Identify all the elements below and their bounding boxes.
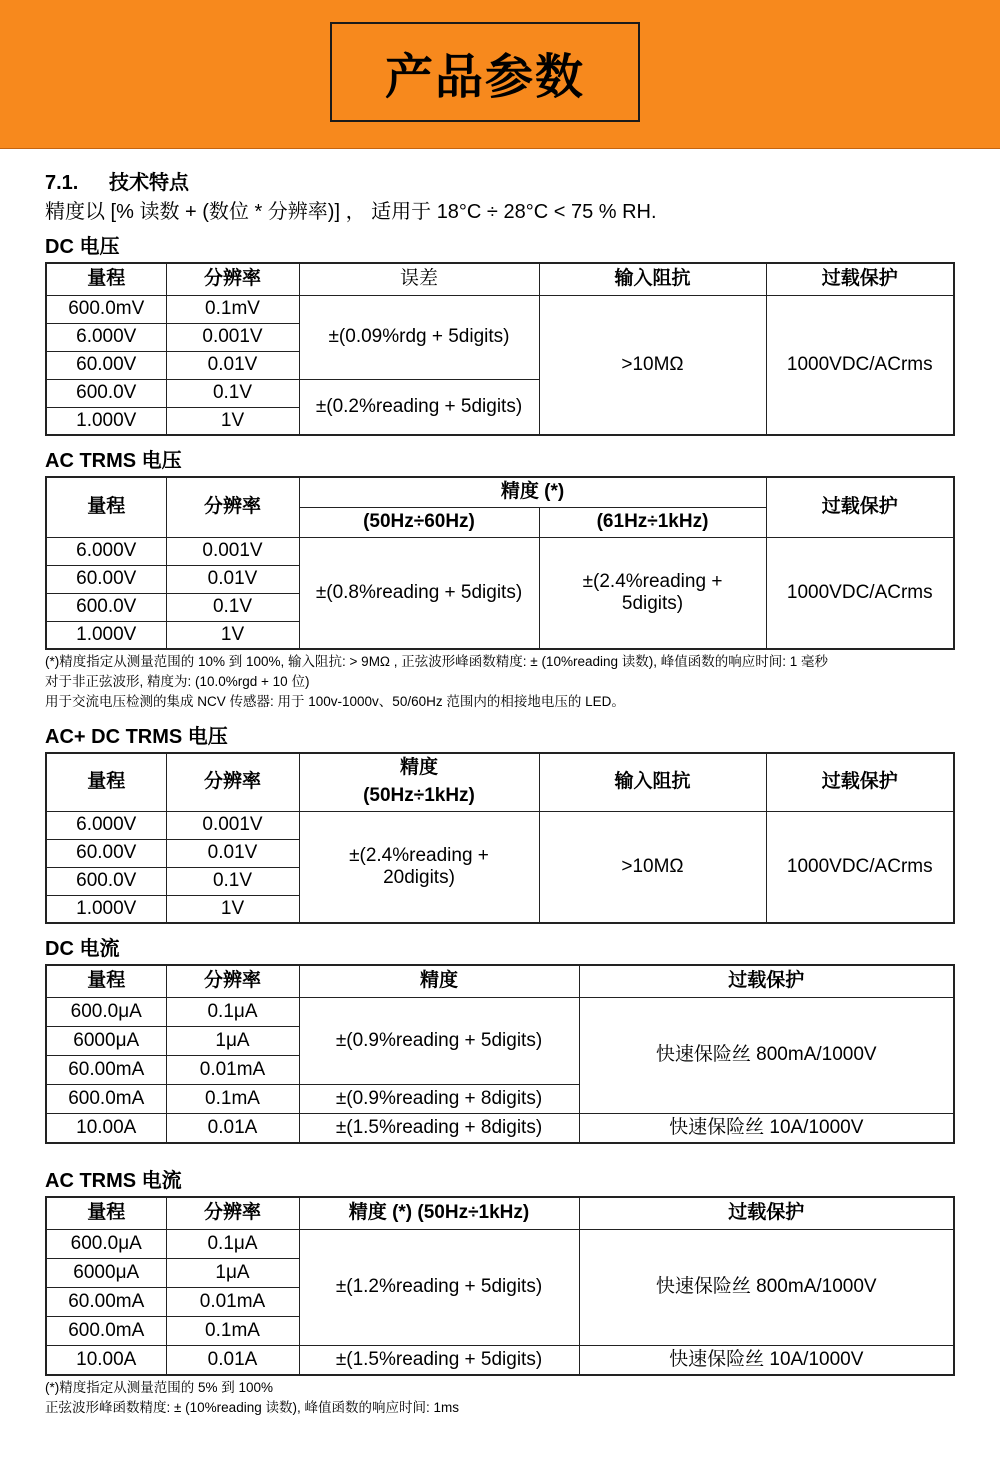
resolution-cell: 0.1μA bbox=[166, 997, 299, 1026]
range-cell: 6.000V bbox=[46, 811, 166, 839]
header-overload: 过载保护 bbox=[579, 1197, 954, 1229]
range-cell: 60.00mA bbox=[46, 1287, 166, 1316]
header-resolution: 分辨率 bbox=[166, 477, 299, 537]
range-cell: 600.0mA bbox=[46, 1084, 166, 1113]
resolution-cell: 0.1mA bbox=[166, 1316, 299, 1345]
header-band-50-1khz: (50Hz÷1kHz) bbox=[363, 785, 475, 807]
overload-cell: 快速保险丝 10A/1000V bbox=[579, 1345, 954, 1375]
header-range: 量程 bbox=[46, 965, 166, 997]
acdc-voltage-title: AC+ DC TRMS 电压 bbox=[45, 726, 228, 748]
header-band-50-60hz: (50Hz÷60Hz) bbox=[299, 507, 539, 537]
header-overload: 过载保护 bbox=[766, 263, 954, 295]
range-cell: 6000μA bbox=[46, 1258, 166, 1287]
resolution-cell: 0.1V bbox=[166, 867, 299, 895]
ac-voltage-table bbox=[45, 476, 955, 650]
table-row bbox=[46, 1345, 954, 1375]
header-overload: 过载保护 bbox=[766, 477, 954, 537]
resolution-cell: 0.01V bbox=[166, 839, 299, 867]
table-header-row bbox=[46, 1197, 954, 1229]
resolution-cell: 0.001V bbox=[166, 811, 299, 839]
header-input-impedance: 输入阻抗 bbox=[539, 753, 766, 811]
range-cell: 6.000V bbox=[46, 537, 166, 565]
header-resolution: 分辨率 bbox=[166, 1197, 299, 1229]
range-cell: 60.00mA bbox=[46, 1055, 166, 1084]
resolution-cell: 0.1mV bbox=[166, 295, 299, 323]
resolution-cell: 1V bbox=[166, 621, 299, 649]
section-title: 技术特点 bbox=[109, 172, 189, 194]
header-accuracy: 精度 bbox=[299, 965, 579, 997]
header-accuracy: 精度 (*) (50Hz÷1kHz) bbox=[299, 1197, 579, 1229]
ac-current-note-2: 正弦波形峰函数精度: ± (10%reading 读数), 峰值函数的响应时间: 1ms bbox=[45, 1400, 459, 1415]
impedance-cell: >10MΩ bbox=[539, 295, 766, 435]
header-accuracy-label: 精度 bbox=[399, 757, 438, 779]
range-cell: 1.000V bbox=[46, 407, 166, 435]
overload-cell: 快速保险丝 800mA/1000V bbox=[579, 997, 954, 1113]
resolution-cell: 0.01V bbox=[166, 565, 299, 593]
resolution-cell: 0.01A bbox=[166, 1113, 299, 1143]
resolution-cell: 0.01A bbox=[166, 1345, 299, 1375]
header-resolution: 分辨率 bbox=[166, 753, 299, 811]
header-range: 量程 bbox=[46, 753, 166, 811]
ac-voltage-note-1: (*)精度指定从测量范围的 10% 到 100%, 输入阻抗: > 9MΩ , 正弦波形峰函数精度: ± (10%reading 读数), 峰值函数的响应时间: 1 毫秒 bbox=[45, 654, 828, 669]
accuracy-cell: ±(1.2%reading + 5digits) bbox=[299, 1229, 579, 1345]
ac-current-title: AC TRMS 电流 bbox=[45, 1170, 182, 1192]
range-cell: 600.0μA bbox=[46, 997, 166, 1026]
range-cell: 1.000V bbox=[46, 621, 166, 649]
spec-content bbox=[45, 168, 955, 1418]
resolution-cell: 0.01mA bbox=[166, 1287, 299, 1316]
range-cell: 600.0V bbox=[46, 379, 166, 407]
table-row bbox=[46, 997, 954, 1026]
accuracy-cell: ±(2.4%reading + 5digits) bbox=[539, 537, 766, 649]
ac-current-table bbox=[45, 1196, 955, 1376]
ac-current-note-1: (*)精度指定从测量范围的 5% 到 100% bbox=[45, 1380, 274, 1395]
resolution-cell: 1V bbox=[166, 407, 299, 435]
table-header-row bbox=[46, 753, 954, 811]
accuracy-cell: ±(2.4%reading + 20digits) bbox=[299, 811, 539, 923]
header-resolution: 分辨率 bbox=[166, 965, 299, 997]
range-cell: 60.00V bbox=[46, 839, 166, 867]
table-header-row bbox=[46, 477, 954, 507]
range-cell: 600.0μA bbox=[46, 1229, 166, 1258]
table-header-row bbox=[46, 965, 954, 997]
range-cell: 600.0mA bbox=[46, 1316, 166, 1345]
resolution-cell: 0.1mA bbox=[166, 1084, 299, 1113]
resolution-cell: 1V bbox=[166, 895, 299, 923]
resolution-cell: 0.1V bbox=[166, 593, 299, 621]
overload-cell: 快速保险丝 10A/1000V bbox=[579, 1113, 954, 1143]
range-cell: 600.0V bbox=[46, 593, 166, 621]
accuracy-cell: ±(1.5%reading + 5digits) bbox=[299, 1345, 579, 1375]
header-range: 量程 bbox=[46, 1197, 166, 1229]
header-input-impedance: 输入阻抗 bbox=[539, 263, 766, 295]
accuracy-cell: ±(0.9%reading + 8digits) bbox=[299, 1084, 579, 1113]
range-cell: 6000μA bbox=[46, 1026, 166, 1055]
table-row bbox=[46, 1113, 954, 1143]
header-overload: 过载保护 bbox=[579, 965, 954, 997]
range-cell: 10.00A bbox=[46, 1113, 166, 1143]
accuracy-cell: ±(0.9%reading + 5digits) bbox=[299, 997, 579, 1084]
range-cell: 6.000V bbox=[46, 323, 166, 351]
header-resolution: 分辨率 bbox=[166, 263, 299, 295]
resolution-cell: 0.001V bbox=[166, 323, 299, 351]
dc-voltage-title: DC 电压 bbox=[45, 236, 120, 258]
header-overload: 过载保护 bbox=[766, 753, 954, 811]
dc-current-table bbox=[45, 964, 955, 1144]
header-range: 量程 bbox=[46, 477, 166, 537]
overload-cell: 快速保险丝 800mA/1000V bbox=[579, 1229, 954, 1345]
header-banner bbox=[0, 0, 1000, 149]
table-row bbox=[46, 537, 954, 565]
header-error: 误差 bbox=[299, 263, 539, 295]
overload-cell: 1000VDC/ACrms bbox=[766, 537, 954, 649]
range-cell: 60.00V bbox=[46, 351, 166, 379]
error-cell: ±(0.09%rdg + 5digits) bbox=[299, 295, 539, 379]
section-heading bbox=[45, 168, 955, 198]
ac-voltage-note-2: 对于非正弦波形, 精度为: (10.0%rgd + 10 位) bbox=[45, 674, 310, 689]
range-cell: 600.0mV bbox=[46, 295, 166, 323]
range-cell: 1.000V bbox=[46, 895, 166, 923]
resolution-cell: 0.001V bbox=[166, 537, 299, 565]
page-title: 产品参数 bbox=[330, 22, 640, 122]
range-cell: 600.0V bbox=[46, 867, 166, 895]
ac-voltage-note-3: 用于交流电压检测的集成 NCV 传感器: 用于 100v-1000v、50/60Hz 范围内的相接地电压的 LED。 bbox=[45, 694, 625, 709]
header-range: 量程 bbox=[46, 263, 166, 295]
impedance-cell: >10MΩ bbox=[539, 811, 766, 923]
accuracy-note: 精度以 [% 读数 + (数位 * 分辨率)] ， 适用于 18°C ÷ 28°C < 75 % RH. bbox=[45, 201, 657, 223]
overload-cell: 1000VDC/ACrms bbox=[766, 811, 954, 923]
accuracy-cell: ±(0.8%reading + 5digits) bbox=[299, 537, 539, 649]
dc-current-title: DC 电流 bbox=[45, 938, 120, 960]
resolution-cell: 0.01mA bbox=[166, 1055, 299, 1084]
resolution-cell: 0.1V bbox=[166, 379, 299, 407]
resolution-cell: 1μA bbox=[166, 1026, 299, 1055]
table-row bbox=[46, 1229, 954, 1258]
table-row bbox=[46, 811, 954, 839]
section-number: 7.1. bbox=[45, 172, 79, 194]
overload-cell: 1000VDC/ACrms bbox=[766, 295, 954, 435]
acdc-voltage-table bbox=[45, 752, 955, 924]
range-cell: 10.00A bbox=[46, 1345, 166, 1375]
header-accuracy: 精度 (*) bbox=[299, 477, 766, 507]
ac-voltage-title: AC TRMS 电压 bbox=[45, 450, 182, 472]
table-row bbox=[46, 295, 954, 323]
header-band-61-1khz: (61Hz÷1kHz) bbox=[539, 507, 766, 537]
accuracy-cell: ±(1.5%reading + 8digits) bbox=[299, 1113, 579, 1143]
resolution-cell: 1μA bbox=[166, 1258, 299, 1287]
resolution-cell: 0.1μA bbox=[166, 1229, 299, 1258]
error-cell: ±(0.2%reading + 5digits) bbox=[299, 379, 539, 435]
dc-voltage-table bbox=[45, 262, 955, 436]
header-accuracy bbox=[299, 753, 539, 811]
table-header-row bbox=[46, 263, 954, 295]
resolution-cell: 0.01V bbox=[166, 351, 299, 379]
range-cell: 60.00V bbox=[46, 565, 166, 593]
